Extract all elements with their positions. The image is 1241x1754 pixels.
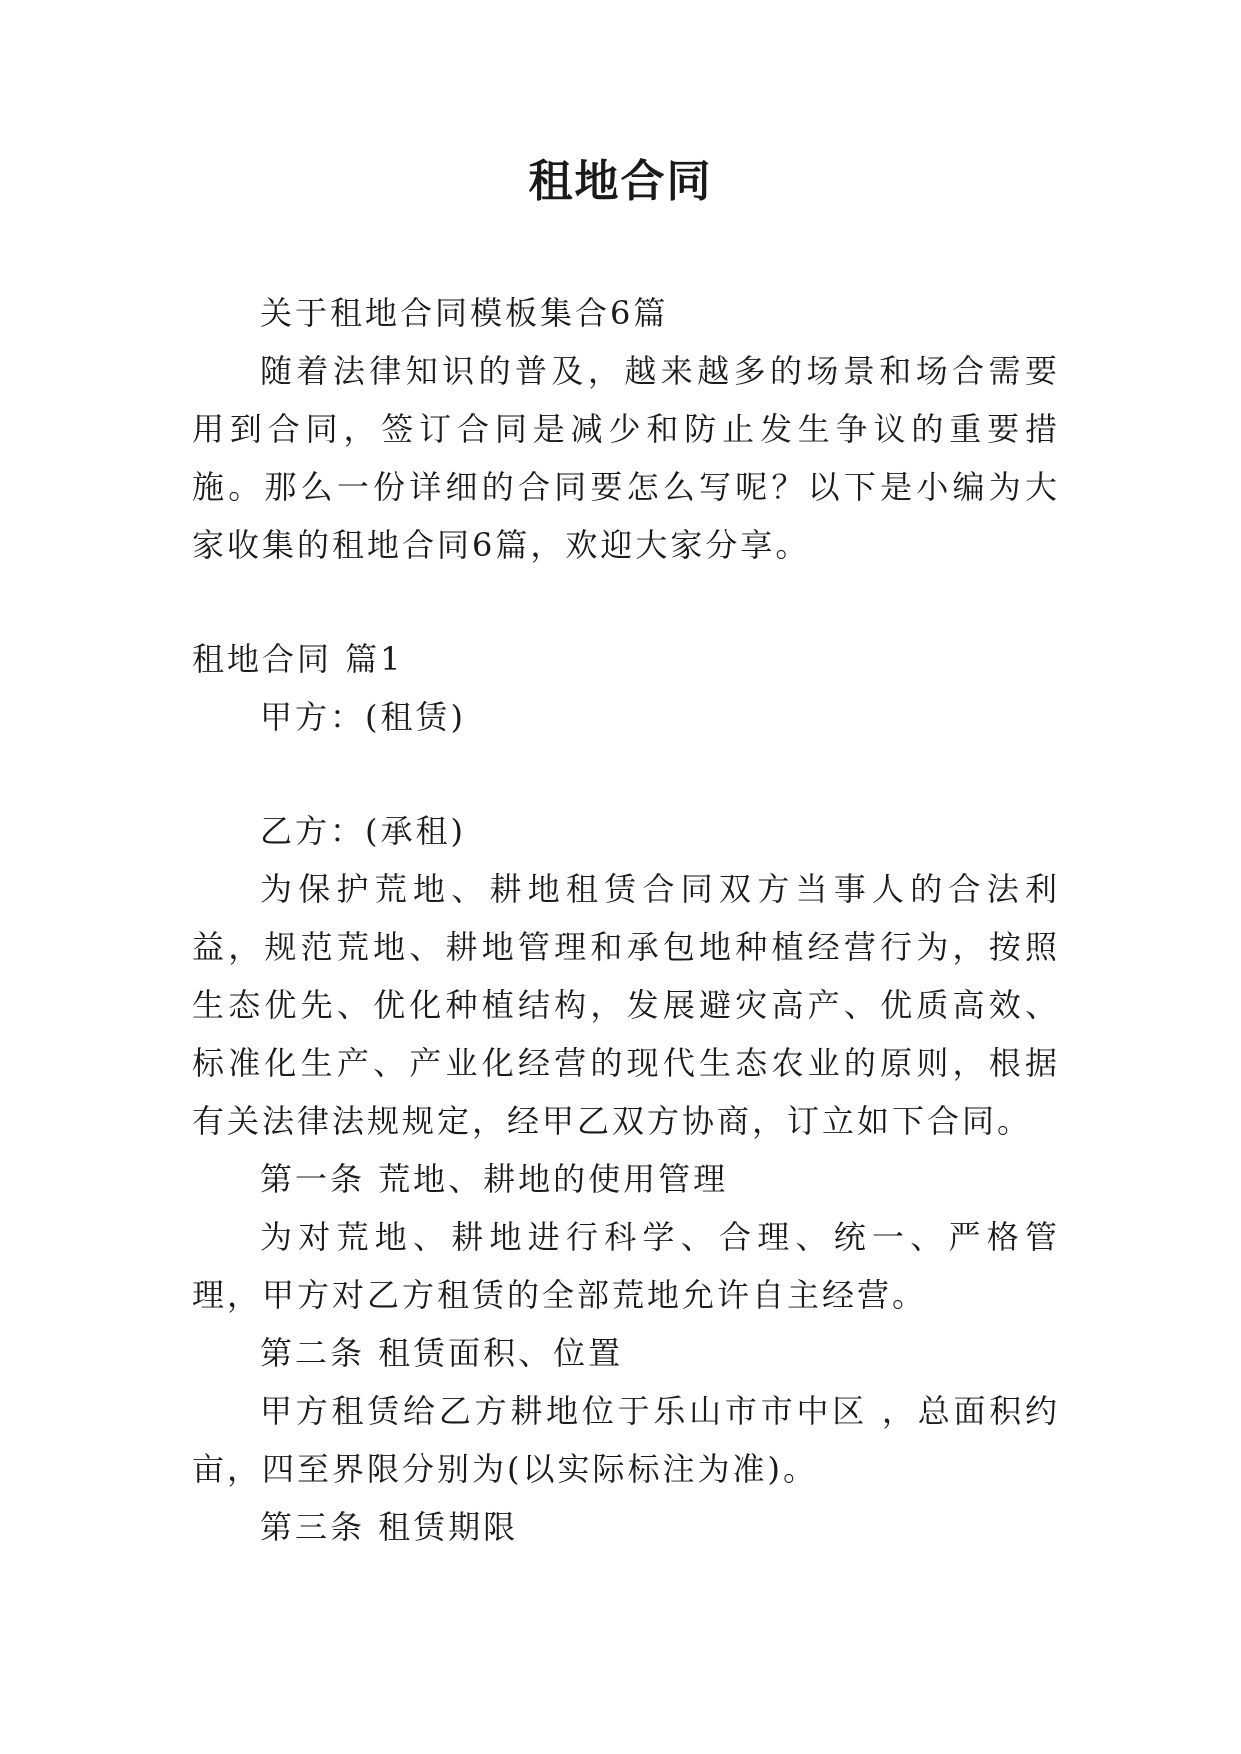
article-1-paragraph: 为对荒地、耕地进行科学、合理、统一、严格管理，甲方对乙方租赁的全部荒地允许自主经营。 [192, 1218, 1060, 1314]
article-2-paragraph: 甲方租赁给乙方耕地位于乐山市市中区 ，总面积约亩，四至界限分别为(以实际标注为准)。 [192, 1392, 1060, 1488]
article-1-heading: 第一条 荒地、耕地的使用管理 [260, 1160, 729, 1198]
article-2-heading: 第二条 租赁面积、位置 [260, 1334, 624, 1372]
document-title: 租地合同 [528, 156, 713, 207]
party-a-line: 甲方：(租赁) [260, 698, 466, 736]
intro-paragraph: 随着法律知识的普及，越来越多的场景和场合需要用到合同，签订合同是减少和防止发生争议的重要措施。那么一份详细的合同要怎么写呢？以下是小编为大家收集的租地合同6篇，欢迎大家分享。 [192, 352, 1060, 564]
section-heading: 租地合同 篇1 [192, 640, 404, 678]
article-3-heading: 第三条 租赁期限 [260, 1508, 519, 1546]
preamble-paragraph: 为保护荒地、耕地租赁合同双方当事人的合法利益，规范荒地、耕地管理和承包地种植经营行为，按照生态优先、优化种植结构，发展避灾高产、优质高效、标准化生产、产业化经营的现代生态农业的原则，根据有关法律法规规定，经甲乙双方协商，订立如下合同。 [192, 870, 1060, 1140]
party-b-line: 乙方：(承租) [260, 812, 466, 850]
document-body [192, 284, 1060, 1556]
intro-heading: 关于租地合同模板集合6篇 [260, 294, 669, 332]
